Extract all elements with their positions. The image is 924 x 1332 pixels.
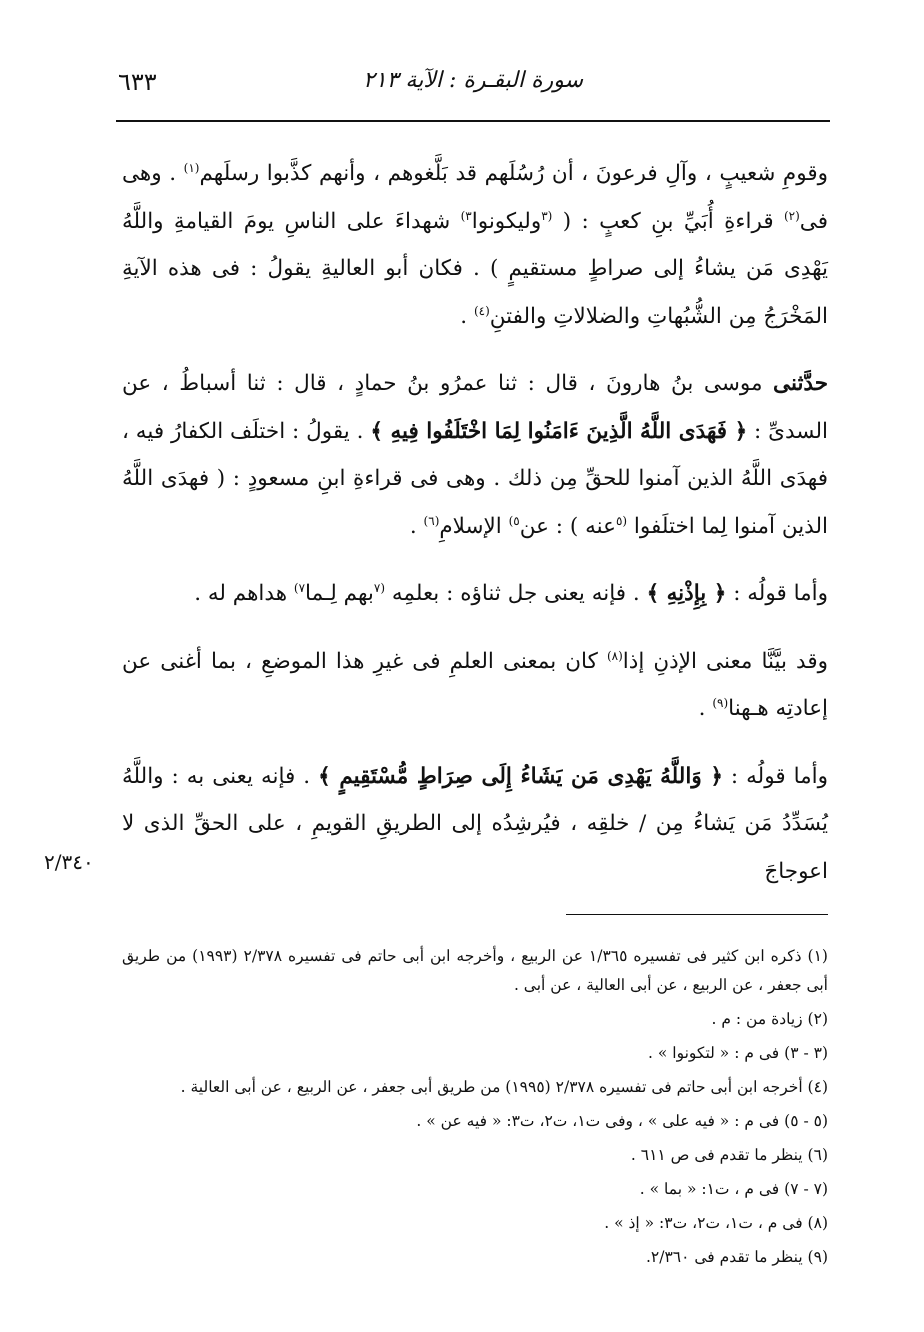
footnote-marker: (٤)	[473, 303, 490, 318]
text-segment: وأما قولُه :	[722, 763, 829, 789]
body-paragraph	[122, 150, 828, 340]
footnote: (٩) ينظر ما تقدم فى ٢/٣٦٠.	[645, 1247, 828, 1266]
text-segment: وقد بيَّنَّا معنى الإذنِ إذا	[622, 648, 828, 674]
text-segment: .	[460, 303, 474, 329]
footnote-marker: (٩)	[712, 695, 729, 710]
body-text	[122, 150, 828, 895]
footnote-rule	[566, 914, 828, 915]
footnote: (٣ - ٣) فى م : « لتكونوا » .	[648, 1043, 828, 1062]
text-segment: . وهى فى	[122, 161, 828, 234]
text-segment: . فإنه يعنى جل ثناؤه : بعلمِه	[385, 581, 647, 606]
footnote-marker: (٨)	[606, 648, 623, 663]
text-segment: وليكونوا	[471, 208, 542, 234]
footnote: (٨) فى م ، ت١، ت٢، ت٣: « إذ » .	[604, 1213, 828, 1232]
body-paragraph	[122, 638, 828, 733]
isnad-opening: حدَّثنى	[773, 371, 828, 396]
footnote: (٦) ينظر ما تقدم فى ص ٦١١ .	[630, 1145, 828, 1164]
quran-quote: ﴿ وَاللَّهُ يَهْدِى مَن يَشَاءُ إِلَى صِرَاطٍ مُّسْتَقِيمٍ ﴾	[318, 763, 723, 789]
footnote-marker: (٦)	[423, 513, 440, 528]
body-paragraph	[122, 360, 828, 550]
footnote: (٤) أخرجه ابن أبى حاتم فى تفسيره ٢/٣٧٨ (١٩٩٥) من طريق أبى جعفر ، عن الربيع ، عن أبى العالية .	[180, 1077, 828, 1096]
text-segment: بهم لِـما	[305, 581, 374, 606]
footnote-marker: (٥	[615, 513, 628, 528]
footnote-marker: ٥)	[508, 513, 520, 528]
text-segment: الإسلامِ	[439, 513, 509, 539]
footnote-marker: ٧)	[293, 580, 306, 595]
footnote: (١) ذكره ابن كثير فى تفسيره ١/٣٦٥ عن الربيع ، وأخرجه ابن أبى حاتم فى تفسيره ٢/٣٧٨ (١٩٩٣) من طريق أبى جعفر ، عن الربيع ، عن أبى العالية ، عن أبى .	[122, 947, 828, 994]
text-segment: قراءةِ أُبَيِّ بنِ كعبٍ : (	[552, 208, 784, 234]
running-title: سورة البقـرة : الآية ٢١٣	[362, 68, 584, 93]
quran-quote: ﴿ بِإِذْنِهِ ﴾	[646, 581, 727, 606]
text-segment: شهداءَ على الناسِ يومَ القيامةِ واللَّهُ يَهْدِى مَن يشاءُ إلى صراطٍ مستقيمٍ ) . فكان أبو العاليةِ يقولُ : فى هذه الآيةِ المَخْرَجُ مِن الشُّبُهاتِ والضلالاتِ والفتنِ	[122, 208, 828, 329]
body-paragraph	[122, 753, 828, 896]
footnote: (٢) زيادة من : م .	[711, 1009, 828, 1028]
page-number: ٦٣٣	[118, 68, 157, 96]
text-segment: .	[698, 696, 713, 721]
footnote-marker: (١)	[183, 160, 200, 175]
footnote: (٧ - ٧) فى م ، ت١: « بما » .	[639, 1179, 828, 1198]
quran-quote: ﴿ فَهَدَى اللَّهُ الَّذِينَ ءَامَنُوا لِمَا اخْتَلَفُوا فِيهِ ﴾	[370, 418, 748, 444]
margin-reference: ٢/٣٤٠	[44, 850, 94, 874]
footnote-marker: ٣)	[460, 208, 472, 223]
text-segment: وقومِ شعيبٍ ، وآلِ فرعونَ ، أن رُسُلَهم قد بَلَّغوهم ، وأنهم كذَّبوا رسلَهم	[199, 161, 828, 186]
text-segment: عنه ) : عن	[519, 513, 616, 539]
text-segment: وأما قولُه :	[726, 581, 828, 606]
text-segment: . يقولُ : اختلَف الكفارُ فيه ، فهدَى اللَّهُ الذين آمنوا للحقِّ مِن ذلك . وهى فى قراءةِ ابنِ مسعودٍ : ( فهدَى اللَّهُ الذين آمنوا لِما اختلَفوا	[122, 418, 828, 539]
footnotes	[122, 942, 828, 1277]
body-paragraph	[122, 570, 828, 618]
footnote-marker: (٢)	[783, 208, 800, 223]
footnote-marker: (٧	[373, 580, 386, 595]
footnote-marker: (٣	[541, 208, 553, 223]
header-rule	[116, 120, 830, 122]
page-header	[118, 68, 828, 108]
footnote: (٥ - ٥) فى م : « فيه على » ، وفى ت١، ت٢، ت٣: « فيه عن » .	[416, 1111, 828, 1130]
text-segment: . فإنه يعنى به : واللَّهُ يُسَدِّدُ مَن يَشاءُ مِن / خلقِه ، فيُرشِدُه إلى الطريقِ القويمِ ، على الحقِّ الذى لا اعوجاجَ	[122, 763, 828, 884]
text-segment: .	[409, 513, 424, 539]
text-segment: كان بمعنى العلمِ فى غيرِ هذا الموضعِ ، بما أغنى عن إعادتِه هـهنا	[122, 648, 828, 721]
text-segment: هداهم له .	[194, 581, 294, 606]
text-segment: موسى بنُ هارونَ ، قال : ثنا عمرُو بنُ حمادٍ ، قال : ثنا أسباطُ ، عن السدىِّ :	[122, 371, 828, 444]
